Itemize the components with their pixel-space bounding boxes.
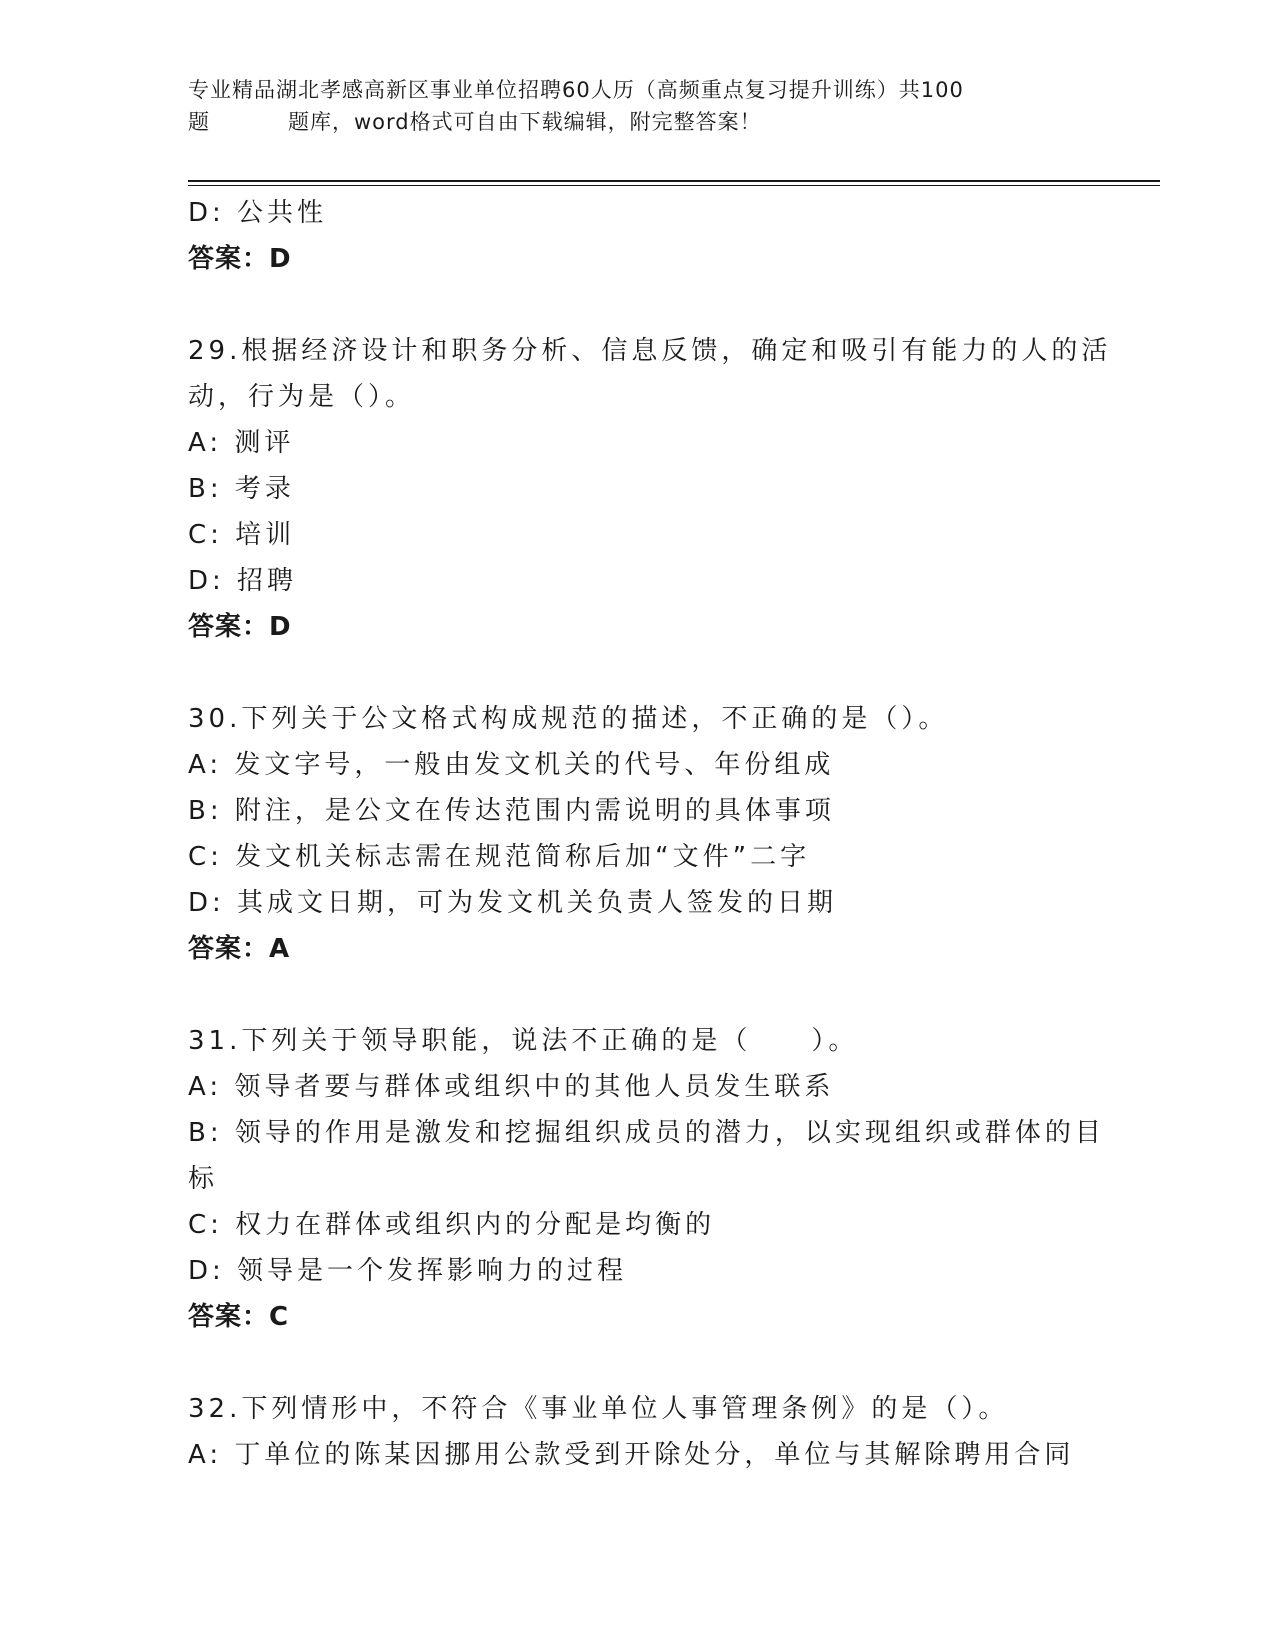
q30-answer: 答案：A xyxy=(188,934,291,964)
q31-option-b-line-2: 标 xyxy=(188,1164,219,1194)
header-rule-thick xyxy=(188,180,1160,182)
prev-option-d: D: 公共性 xyxy=(188,198,328,228)
q30-option-d: D: 其成文日期，可为发文机关负责人签发的日期 xyxy=(188,888,838,918)
q29-stem-line-1: 29.根据经济设计和职务分析、信息反馈，确定和吸引有能力的人的活 xyxy=(188,336,1112,366)
question-32 xyxy=(188,1386,1088,1478)
q29-option-d: D: 招聘 xyxy=(188,566,298,596)
q30-option-a: A: 发文字号，一般由发文机关的代号、年份组成 xyxy=(188,750,835,780)
question-30 xyxy=(188,696,1088,972)
header-line-2-start: 题 xyxy=(188,110,210,134)
spacer xyxy=(188,282,1088,328)
q31-option-c: C: 权力在群体或组织内的分配是均衡的 xyxy=(188,1210,716,1240)
q31-option-b-line-1: B: 领导的作用是激发和挖掘组织成员的潜力，以实现组织或群体的目 xyxy=(188,1118,1105,1148)
q29-option-b: B: 考录 xyxy=(188,474,295,504)
question-31 xyxy=(188,1018,1105,1340)
page-header xyxy=(188,74,1068,138)
q31-option-d: D: 领导是一个发挥影响力的过程 xyxy=(188,1256,628,1286)
q31-option-a: A: 领导者要与群体或组织中的其他人员发生联系 xyxy=(188,1072,835,1102)
q29-option-a: A: 测评 xyxy=(188,428,295,458)
header-line-2 xyxy=(188,106,1068,138)
q32-option-a: A: 丁单位的陈某因挪用公款受到开除处分，单位与其解除聘用合同 xyxy=(188,1440,1075,1470)
spacer xyxy=(188,972,1088,1018)
header-rule-thin xyxy=(188,185,1160,186)
question-content xyxy=(188,190,1112,1478)
header-line-2-end: 题库，word格式可自由下载编辑，附完整答案！ xyxy=(288,110,762,134)
q29-stem-line-2: 动，行为是（）。 xyxy=(188,382,416,412)
prev-answer: 答案：D xyxy=(188,244,292,274)
q29-answer: 答案：D xyxy=(188,612,292,642)
q30-option-b: B: 附注，是公文在传达范围内需说明的具体事项 xyxy=(188,796,835,826)
q31-answer: 答案：C xyxy=(188,1302,290,1332)
q31-stem: 31.下列关于领导职能，说法不正确的是（ ）。 xyxy=(188,1026,859,1056)
question-29 xyxy=(188,328,1112,650)
q29-option-c: C: 培训 xyxy=(188,520,296,550)
spacer xyxy=(188,650,1088,696)
spacer xyxy=(188,1340,1088,1386)
q30-option-c: C: 发文机关标志需在规范简称后加“文件”二字 xyxy=(188,842,811,872)
q32-stem: 32.下列情形中，不符合《事业单位人事管理条例》的是（）。 xyxy=(188,1394,1009,1424)
header-line-1: 专业精品湖北孝感高新区事业单位招聘60人历（高频重点复习提升训练）共100 xyxy=(188,78,964,102)
q30-stem: 30.下列关于公文格式构成规范的描述，不正确的是（）。 xyxy=(188,704,949,734)
